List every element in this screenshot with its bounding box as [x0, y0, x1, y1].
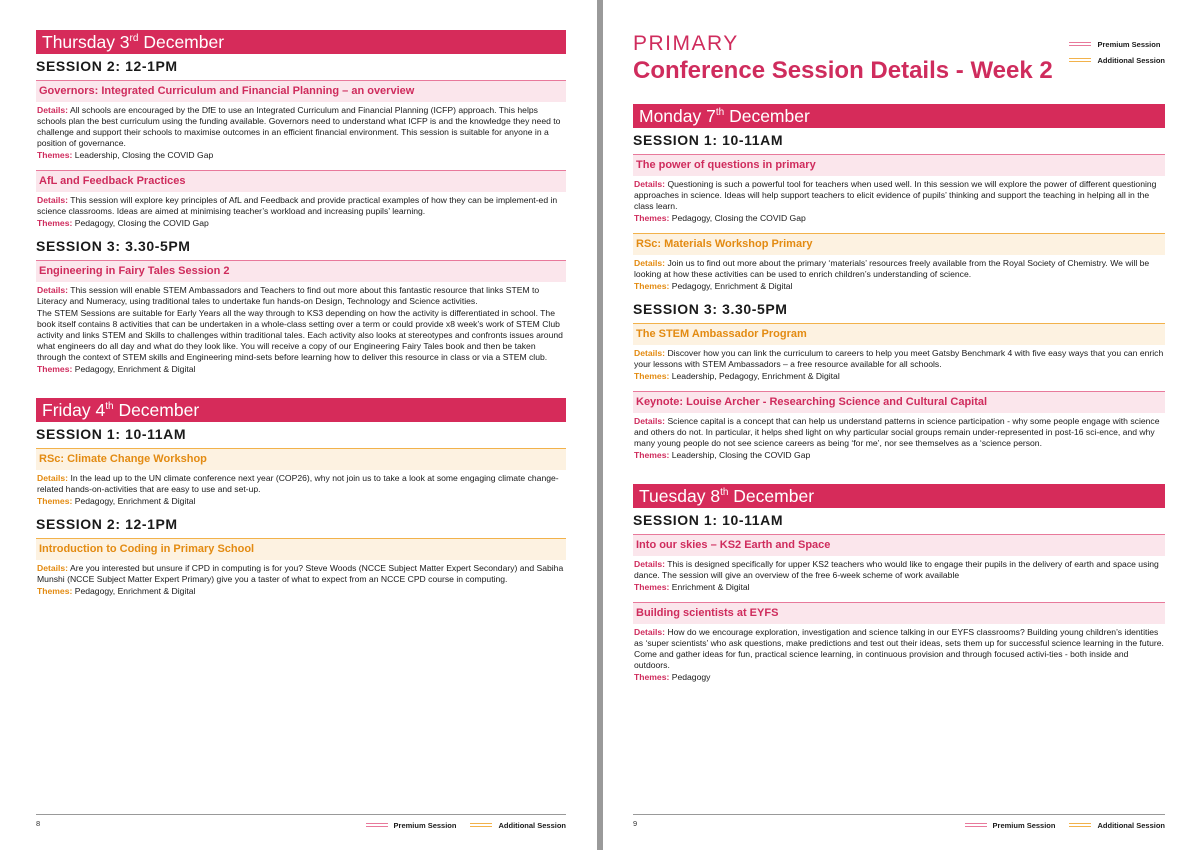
additional-line-icon	[470, 823, 492, 827]
session-item	[633, 534, 1165, 593]
session-themes: Themes: Leadership, Closing the COVID Gap	[634, 450, 811, 460]
session-item	[633, 391, 1165, 461]
session-block	[633, 301, 1165, 461]
legend	[366, 820, 566, 830]
session-heading: SESSION 3: 3.30-5PM	[633, 301, 788, 317]
day-section	[36, 398, 566, 597]
session-details: Details: All schools are encouraged by the DfE to use an Integrated Curriculum and Financial Planning (ICFP) approach. This helps schools plan the best curriculum using the funding available. Governors need to understand what ICFP is and the knowledge they need to challenge and support their schools to maximise outcomes in an efficient financial environment. This session is suitable for anyone in a position of governance.	[37, 105, 561, 148]
legend-additional: Additional Session	[1069, 52, 1165, 68]
session-themes: Themes: Pedagogy, Enrichment & Digital	[37, 364, 196, 374]
session-heading: SESSION 2: 12-1PM	[36, 516, 178, 532]
session-themes: Themes: Leadership, Closing the COVID Gap	[37, 150, 214, 160]
session-item	[36, 80, 566, 161]
session-title: The power of questions in primary	[633, 154, 1165, 176]
session-block	[633, 132, 1165, 292]
session-item	[36, 170, 566, 229]
section-label: PRIMARY	[633, 32, 739, 55]
session-item	[633, 602, 1165, 683]
page-number: 9	[633, 819, 638, 828]
session-details: Details: Science capital is a concept that can help us understand patterns in science participation - why some people engage with science and others do not. In particular, it helps shed light on why particular social groups remain under-represented in post-16 sci-ence, and why many young people do not see science careers as being ‘for me’, nor see themselves as a ‘science person.	[634, 416, 1160, 448]
legend	[1069, 36, 1165, 68]
day-section	[633, 484, 1165, 683]
session-heading: SESSION 1: 10-11AM	[633, 512, 784, 528]
session-item	[633, 154, 1165, 224]
session-details: Details: This session will explore key principles of AfL and Feedback and provide practical examples of how they can be implement-ed in science classrooms. Ideas are aimed at minimising teacher’s workload and increasing pupils’ learning.	[37, 195, 558, 216]
session-block	[36, 238, 566, 375]
page-header	[633, 32, 1165, 96]
premium-line-icon	[1069, 42, 1091, 46]
session-heading: SESSION 1: 10-11AM	[633, 132, 784, 148]
legend-premium: Premium Session	[1069, 36, 1165, 52]
day-section	[633, 104, 1165, 461]
page-number: 8	[36, 819, 41, 828]
session-details: Details: Discover how you can link the curriculum to careers to help you meet Gatsby Benchmark 4 with five easy ways that you can enrich your lessons with STEM Ambassadors – a free resource available for all schools.	[634, 348, 1164, 369]
session-block	[36, 58, 566, 229]
session-title: Engineering in Fairy Tales Session 2	[36, 260, 566, 282]
session-details: Details: Are you interested but unsure if CPD in computing is for you? Steve Woods (NCCE Subject Matter Expert Secondary) and Sabiha Munshi (NCCE Subject Matter Expert Primary) give you a taster of what to expect from an NCCE CPD course in computing.	[37, 563, 564, 584]
day-banner: Friday 4th December	[36, 398, 566, 422]
session-themes: Themes: Pedagogy, Enrichment & Digital	[37, 496, 196, 506]
session-title: Into our skies – KS2 Earth and Space	[633, 534, 1165, 556]
session-themes: Themes: Pedagogy, Closing the COVID Gap	[634, 213, 806, 223]
session-block	[36, 426, 566, 507]
session-title: AfL and Feedback Practices	[36, 170, 566, 192]
session-details: Details: In the lead up to the UN climate conference next year (COP26), why not join us to take a look at some engaging climate change-related hands-on-activities that are easy to use and set-up.	[37, 473, 559, 494]
page-left	[0, 0, 597, 850]
page-footer	[633, 814, 1165, 833]
session-themes: Themes: Enrichment & Digital	[634, 582, 750, 592]
session-block	[36, 516, 566, 597]
session-themes: Themes: Pedagogy, Enrichment & Digital	[37, 586, 196, 596]
session-heading: SESSION 1: 10-11AM	[36, 426, 187, 442]
legend-additional: Additional Session	[1069, 820, 1165, 830]
page-right	[603, 0, 1200, 850]
session-title: Governors: Integrated Curriculum and Financial Planning – an overview	[36, 80, 566, 102]
day-banner: Monday 7th December	[633, 104, 1165, 128]
session-block	[633, 512, 1165, 683]
session-details-extra: The STEM Sessions are suitable for Early Years all the way through to KS3 depending on how the activity is differentiated in school. The book itself contains 8 activities that can be undertaken in a whole-class setting over a term or could provide x8 week’s work of STEM Club activity and links STEM and Skills to challenges within traditional tales. Each activity also looks at stereotypes and confronts issues around what engineers do all day and what do they look like. You will receive a copy of our Engineering Fairy Tales book and then be taken through the context of STEM skills and Engineering mind-sets before learning how to deliver this resource in class or via a STEM club.	[37, 308, 563, 362]
legend	[965, 820, 1165, 830]
session-item	[633, 323, 1165, 382]
session-title: RSc: Materials Workshop Primary	[633, 233, 1165, 255]
session-heading: SESSION 3: 3.30-5PM	[36, 238, 191, 254]
session-themes: Themes: Pedagogy, Closing the COVID Gap	[37, 218, 209, 228]
session-heading: SESSION 2: 12-1PM	[36, 58, 178, 74]
page-title: Conference Session Details - Week 2	[633, 57, 1053, 84]
day-section	[36, 30, 566, 375]
legend-premium: Premium Session	[965, 820, 1056, 830]
session-item	[633, 233, 1165, 292]
session-item	[36, 260, 566, 375]
session-title: Keynote: Louise Archer - Researching Science and Cultural Capital	[633, 391, 1165, 413]
session-item	[36, 448, 566, 507]
additional-line-icon	[1069, 823, 1091, 827]
session-item	[36, 538, 566, 597]
session-details: Details: This session will enable STEM Ambassadors and Teachers to find out more about this fantastic resource that links STEM to Literacy and Numeracy, using traditional tales to undertake fun hands-on Design, Technology and Science activities.	[37, 285, 540, 306]
session-themes: Themes: Pedagogy	[634, 672, 711, 682]
premium-line-icon	[366, 823, 388, 827]
session-themes: Themes: Pedagogy, Enrichment & Digital	[634, 281, 793, 291]
session-title: RSc: Climate Change Workshop	[36, 448, 566, 470]
page-footer	[36, 814, 566, 833]
session-title: Introduction to Coding in Primary School	[36, 538, 566, 560]
session-details: Details: Questioning is such a powerful tool for teachers when used well. In this session we will explore the power of different questioning approaches in science. Ideas will help support teachers to elicit evidence of pupils’ thinking and support the teaching in helping all in the class learn.	[634, 179, 1157, 211]
additional-line-icon	[1069, 58, 1091, 62]
session-themes: Themes: Leadership, Pedagogy, Enrichment & Digital	[634, 371, 840, 381]
session-details: Details: Join us to find out more about the primary ‘materials’ resources freely available from the Royal Society of Chemistry. We will be looking at how these activities can be used to enrich children’s understanding of science.	[634, 258, 1150, 279]
premium-line-icon	[965, 823, 987, 827]
session-title: Building scientists at EYFS	[633, 602, 1165, 624]
legend-premium: Premium Session	[366, 820, 457, 830]
day-banner: Tuesday 8th December	[633, 484, 1165, 508]
legend-additional: Additional Session	[470, 820, 566, 830]
session-details: Details: This is designed specifically for upper KS2 teachers who would like to engage their pupils in the delivery of earth and space using dance. The session will give an overview of the free 6-week scheme of work available	[634, 559, 1159, 580]
session-details: Details: How do we encourage exploration, investigation and science talking in our EYFS classrooms? Building young children’s identities as ‘super scientists’ who ask questions, make predictions and test out their ideas, sets them up for successful science learning in the future. Come and gather ideas for fun, practical science learning, in continuous provision and through focused activi-ties - both inside and outdoors.	[634, 627, 1164, 670]
session-title: The STEM Ambassador Program	[633, 323, 1165, 345]
day-banner: Thursday 3rd December	[36, 30, 566, 54]
